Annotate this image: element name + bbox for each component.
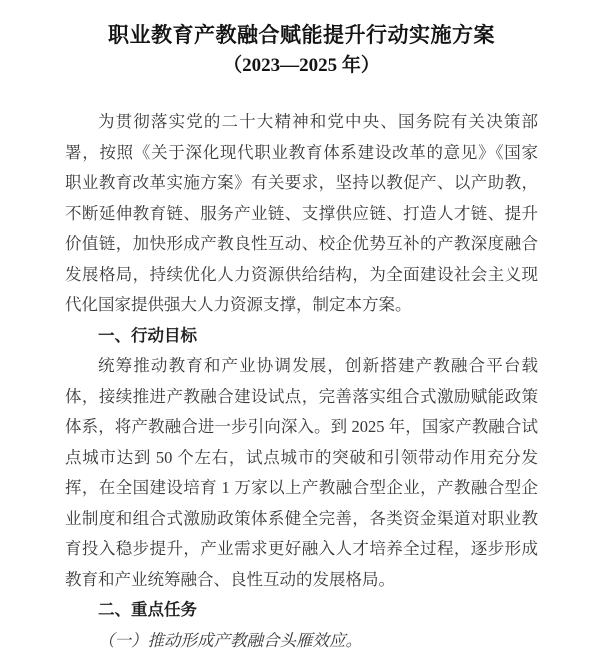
body-line: 点城市达到 50 个左右，试点城市的突破和引领带动作用充分发: [65, 447, 538, 467]
body-line: 发展格局，持续优化人力资源供给结构，为全面建设社会主义现: [65, 264, 538, 284]
section-heading-action-goals: 一、行动目标: [98, 326, 197, 345]
body-line: 不断延伸教育链、服务产业链、支撑供应链、打造人才链、提升: [65, 203, 538, 223]
body-line: 体，接续推进产教融合建设试点，完善落实组合式激励赋能政策: [65, 386, 538, 406]
body-line: 业制度和组合式激励政策体系健全完善，各类资金渠道对职业教: [65, 508, 538, 528]
document-body: [65, 107, 538, 656]
body-line: 代化国家提供强大人力资源支撑，制定本方案。: [65, 295, 412, 314]
paragraph-goals: [65, 351, 538, 595]
body-line: 职业教育改革实施方案》有关要求，坚持以教促产、以产助教，: [65, 173, 538, 192]
subitem-heading: （一）推动形成产教融合头雁效应。: [98, 630, 362, 650]
document-subtitle: （2023—2025 年）: [223, 55, 380, 76]
body-line: 统筹推动教育和产业协调发展，创新搭建产教融合平台载: [98, 356, 538, 375]
body-line: 教育和产业统筹融合、良性互动的发展格局。: [65, 569, 395, 589]
body-line: 体系，将产教融合进一步引向深入。到 2025 年，国家产教融合试: [65, 417, 538, 436]
body-line: 育投入稳步提升，产业需求更好融入人才培养全过程，逐步形成: [65, 539, 538, 558]
document-title: 职业教育产教融合赋能提升行动实施方案: [108, 23, 495, 47]
body-line: 挥，在全国建设培育 1 万家以上产教融合型企业，产教融合型企: [65, 478, 538, 497]
body-line: 署，按照《关于深化现代职业教育体系建设改革的意见》《国家: [65, 142, 538, 162]
paragraph-intro: [65, 107, 538, 321]
body-line: 为贯彻落实党的二十大精神和党中央、国务院有关决策部: [98, 112, 538, 131]
section-heading-key-tasks: 二、重点任务: [98, 601, 197, 619]
body-line: 价值链，加快形成产教良性互动、校企优势互补的产教深度融合: [65, 234, 538, 253]
